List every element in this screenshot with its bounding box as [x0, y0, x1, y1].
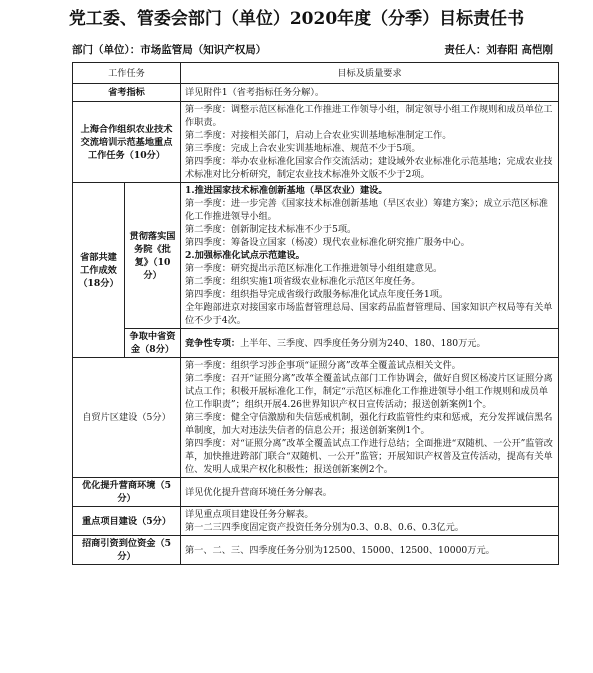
- task-cell: 优化提升营商环境（5分）: [73, 478, 181, 507]
- task-cell: 自贸片区建设（5分）: [73, 358, 181, 478]
- table-row: [73, 536, 559, 565]
- document-title: 党工委、管委会部门（单位）2020年度（分季）目标责任书: [68, 9, 525, 29]
- table-row: [73, 478, 559, 507]
- task-cell: 省考指标: [73, 84, 181, 102]
- subtask-cell: 争取中省资金（8分）: [125, 329, 181, 358]
- goal-line: 详见重点项目建设任务分解表。: [185, 509, 314, 520]
- department-label: 部门（单位）：市场监管局（知识产权局）: [72, 44, 267, 56]
- goal-prefix: 竞争性专项：: [185, 337, 241, 349]
- goal-line: 第三季度：健全守信激励和失信惩戒机制，强化行政监管性约束和惩戒，充分发挥诚信黑名单制度，加大对违法失信者的信息公开；报送创新案例1个。: [185, 412, 553, 436]
- goal-line: 详见附件1（省考指标任务分解）。: [185, 87, 325, 98]
- group-cell: 省部共建工作成效（18分）: [73, 183, 125, 358]
- task-cell: 上海合作组织农业技术交流培训示范基地重点工作任务（10分）: [73, 102, 181, 183]
- goal-cell: [181, 102, 559, 183]
- responsible-person-label: 责任人：刘春阳 高恺刚: [444, 44, 553, 56]
- goal-line: 第三季度：完成上合农业实训基地标准、规范不少于5项。: [185, 143, 421, 154]
- goal-line: 第二季度：创新制定技术标准不少于5项。: [185, 224, 357, 235]
- goal-cell: [181, 329, 559, 358]
- goal-cell: [181, 84, 559, 102]
- goal-cell: [181, 358, 559, 478]
- goal-line: 第四季度：组织指导完成省级行政服务标准化试点年度任务1项。: [185, 289, 449, 300]
- goal-line: 第二季度：组织实施1项省级农业标准化示范区年度任务。: [185, 276, 421, 287]
- goal-cell: [181, 183, 559, 329]
- table-header-row: [73, 63, 559, 84]
- goal-heading: 2.加强标准化试点示范建设。: [185, 250, 305, 261]
- goal-line: 第一二三四季度固定资产投资任务分别为0.3、0.8、0.6、0.3亿元。: [185, 522, 464, 533]
- goal-line: 第一季度：调整示范区标准化工作推进工作领导小组，制定领导小组工作规则和成员单位工作职责。: [185, 104, 553, 128]
- goal-line: 第四季度：筹备设立国家（杨凌）现代农业标准化研究推广服务中心。: [185, 237, 470, 248]
- header-goals: 目标及质量要求: [181, 63, 559, 84]
- goal-line: 第四季度：举办农业标准化国家合作交流活动；建设域外农业标准化示范基地；完成农业技术标准对比分析研究，制定农业技术标准外文版不少于2项。: [185, 156, 553, 180]
- task-cell: 招商引资到位资金（5分）: [73, 536, 181, 565]
- goal-line: 第四季度：对“证照分离”改革全覆盖试点工作进行总结；全面推进“双随机、一公开”监管改革，加快推进跨部门联合“双随机、一公开”监管；开展知识产权普及宣传活动，提高有关单位、发明人成果产权化积极性；报送创新案例2个。: [185, 438, 553, 475]
- goal-cell: [181, 507, 559, 536]
- table-row: [73, 507, 559, 536]
- table-row: [73, 358, 559, 478]
- goal-line: 第二季度：召开“证照分离”改革全覆盖试点部门工作协调会，做好自贸区杨凌片区证照分离试点工作；积极开展标准化工作，制定“示范区标准化工作推进领导小组工作规则和成员单位工作职责”；组织开展4.26世界知识产权日宣传活动；报送创新案例1个。: [185, 373, 553, 410]
- goal-line: 第一季度：研究提出示范区标准化工作推进领导小组组建意见。: [185, 263, 443, 274]
- subtask-cell: 贯彻落实国务院《批复》（10分）: [125, 183, 181, 329]
- goal-line: 全年跑部进京对接国家市场监督管理总局、国家药品监督管理局、国家知识产权局等有关单位不少于4次。: [185, 302, 553, 326]
- goal-cell: [181, 478, 559, 507]
- table-row: [73, 183, 559, 329]
- task-cell: 重点项目建设（5分）: [73, 507, 181, 536]
- goal-line: 第一、二、三、四季度任务分别为12500、15000、12500、10000万元。: [185, 544, 495, 556]
- table-row: [73, 102, 559, 183]
- header-work-task: 工作任务: [73, 63, 181, 84]
- goal-line: 详见优化提升营商环境任务分解表。: [185, 486, 332, 498]
- goal-heading: 1.推进国家技术标准创新基地（旱区农业）建设。: [185, 185, 388, 196]
- goal-line: 第二季度：对接相关部门，启动上合农业实训基地标准制定工作。: [185, 130, 452, 141]
- table-row: [73, 84, 559, 102]
- responsibility-table: [72, 62, 559, 565]
- goal-cell: [181, 536, 559, 565]
- goal-line: 第一季度：进一步完善《国家技术标准创新基地（旱区农业）筹建方案》；成立示范区标准化工作推进领导小组。: [185, 198, 548, 222]
- goal-line: 第一季度：组织学习涉企事项“证照分离”改革全覆盖试点相关文件。: [185, 360, 461, 371]
- table-row: [73, 329, 559, 358]
- goal-text: 上半年、三季度、四季度任务分别为240、180、180万元。: [240, 337, 486, 349]
